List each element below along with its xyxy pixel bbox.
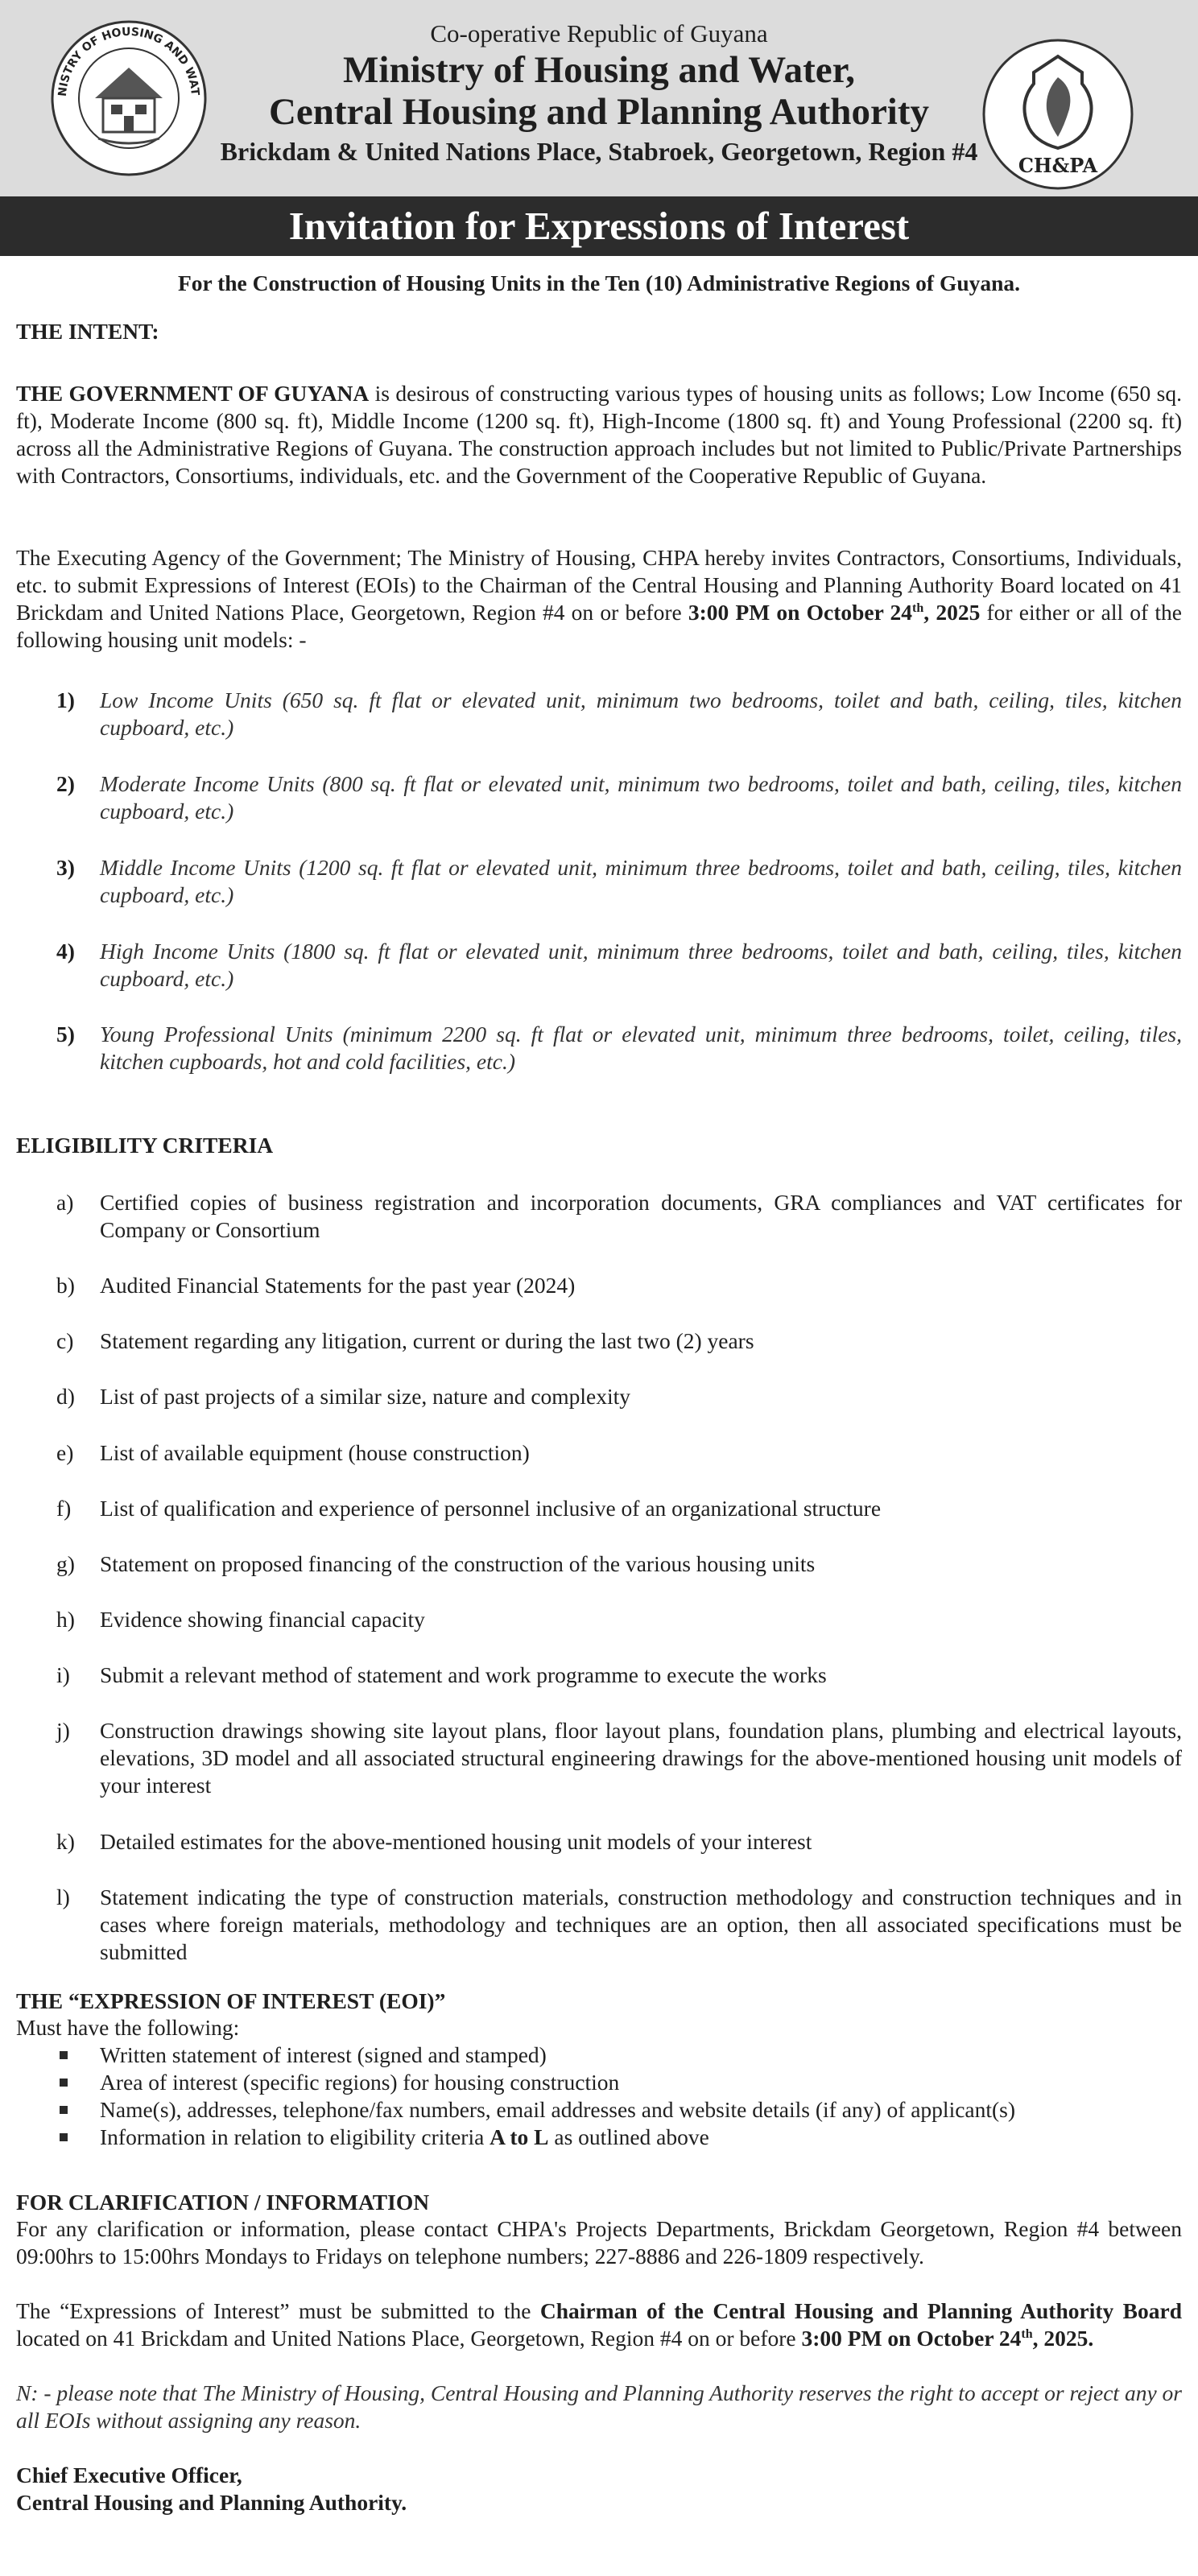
intent-deadline-sup: th xyxy=(912,601,924,615)
submission-deadline-sup: th xyxy=(1021,2326,1033,2341)
intent-deadline-year: , 2025 xyxy=(923,600,981,625)
list-item-text: Construction drawings showing site layout plans, floor layout plans, foundation plans, plumbing and electrical layouts, elevations, 3D model and all associated structural engineering drawings for the above-mentioned housing unit models of your interest xyxy=(100,1718,1182,1798)
list-item xyxy=(16,1717,1182,1799)
list-item-text: Detailed estimates for the above-mentioned housing unit models of your interest xyxy=(100,1829,812,1854)
list-item-label: k) xyxy=(56,1829,75,1854)
list-item-number: 1) xyxy=(56,687,75,712)
list-item xyxy=(16,1439,1182,1467)
header-address: Brickdam & United Nations Place, Stabroek, Georgetown, Region #4 xyxy=(220,137,978,166)
list-item xyxy=(16,1495,1182,1522)
eligibility-heading: ELIGIBILITY CRITERIA xyxy=(16,1133,274,1158)
header-authority: Central Housing and Planning Authority xyxy=(268,91,930,133)
svg-text:MINISTRY OF HOUSING AND WATER: NISTRY OF HOUSING AND WAT xyxy=(56,25,202,97)
list-item xyxy=(32,2096,1159,2124)
submission-deadline-year: , 2025. xyxy=(1032,2326,1094,2351)
list-item-text: Area of interest (specific regions) for housing construction xyxy=(100,2070,620,2095)
bullet-square-icon xyxy=(60,2133,68,2141)
list-item xyxy=(16,1606,1182,1633)
bullet-square-icon xyxy=(60,2106,68,2114)
list-item-label: l) xyxy=(56,1885,70,1909)
intent-deadline-date: 3:00 PM on October 24 xyxy=(688,600,913,625)
clarification-text: For any clarification or information, please contact CHPA's Projects Departments, Brickdam Georgetown, Region #4 between 09:00hrs to 15:00hrs Mondays to Fridays on telephone numbers; 227-8886 and 226-1809 respectively. xyxy=(16,2216,1182,2268)
header-band xyxy=(0,0,1198,196)
last-bullet-text: Information in relation to eligibility criteria xyxy=(100,2124,490,2149)
list-item xyxy=(16,687,1182,741)
title-bar xyxy=(0,196,1198,256)
submission-text: The “Expressions of Interest” must be submitted to the xyxy=(16,2298,540,2323)
list-item xyxy=(16,1383,1182,1410)
intent-paragraph-1 xyxy=(16,380,1182,489)
submission-paragraph xyxy=(16,2297,1182,2352)
list-item-text xyxy=(100,2124,1159,2151)
list-item-text: Submit a relevant method of statement and work programme to execute the works xyxy=(100,1662,827,1687)
intent-heading: THE INTENT: xyxy=(16,319,159,344)
list-item-label: j) xyxy=(56,1718,70,1743)
intent-p2-tail: for either or all of the following housing unit models: - xyxy=(16,600,1182,652)
bullet-square-icon xyxy=(60,2079,68,2087)
list-item-text: Name(s), addresses, telephone/fax numbers, email addresses and website details (if any) of applicant(s) xyxy=(100,2097,1016,2122)
list-item-label: f) xyxy=(56,1496,72,1521)
subtitle: For the Construction of Housing Units in the Ten (10) Administrative Regions of Guyana. xyxy=(177,270,1021,295)
list-item-text: Statement indicating the type of construction materials, construction methodology and construction techniques and in cases where foreign materials, methodology and techniques are an option, then all associated specifications must be submitted xyxy=(100,1885,1182,1964)
list-item-text: List of available equipment (house construction) xyxy=(100,1440,530,1465)
list-item xyxy=(16,1327,1182,1355)
list-item xyxy=(16,1828,1182,1856)
list-item xyxy=(16,854,1182,909)
list-item-text: List of past projects of a similar size, nature and complexity xyxy=(100,1384,631,1409)
list-item-label: h) xyxy=(56,1607,75,1632)
government-name: THE GOVERNMENT OF GUYANA xyxy=(16,381,370,406)
submission-recipient: Chairman of the Central Housing and Planning Authority Board xyxy=(539,2298,1183,2323)
list-item-text: Young Professional Units (minimum 2200 sq. ft flat or elevated unit, minimum three bedrooms, toilet, ceiling, tiles, kitchen cupboards, hot and cold facilities, etc.) xyxy=(100,1022,1182,1074)
list-item-label: a) xyxy=(56,1190,74,1215)
list-item xyxy=(16,1884,1182,1966)
list-item xyxy=(32,2069,1159,2096)
submission-deadline-date: 3:00 PM on October 24 xyxy=(801,2326,1022,2351)
list-item xyxy=(32,2124,1159,2151)
intent-paragraph-2 xyxy=(16,544,1182,654)
last-bullet-tail: as outlined above xyxy=(548,2124,709,2149)
list-item-label: d) xyxy=(56,1384,75,1409)
list-item-text: Statement regarding any litigation, current or during the last two (2) years xyxy=(100,1328,754,1353)
list-item xyxy=(16,1550,1182,1578)
list-item-label: g) xyxy=(56,1551,75,1576)
clarification-heading: FOR CLARIFICATION / INFORMATION xyxy=(16,2190,430,2215)
list-item-number: 3) xyxy=(56,855,75,880)
list-item xyxy=(16,770,1182,825)
list-item-text: Certified copies of business registration and incorporation documents, GRA compliances and VAT certificates for Company or Consortium xyxy=(100,1190,1182,1242)
eoi-heading: THE “EXPRESSION OF INTEREST (EOI)” xyxy=(16,1988,446,2013)
list-item-number: 4) xyxy=(56,939,75,964)
signature-organization: Central Housing and Planning Authority. xyxy=(16,2490,407,2515)
submission-location: located on 41 Brickdam and United Nations Place, Georgetown, Region #4 on or before xyxy=(16,2326,802,2351)
list-item-text: List of qualification and experience of personnel inclusive of an organizational structure xyxy=(100,1496,882,1521)
list-item-text: Audited Financial Statements for the past year (2024) xyxy=(100,1273,576,1298)
list-item-number: 2) xyxy=(56,771,75,796)
intent-p1-text: is desirous of constructing various types of housing units as follows; Low Income (650 sq. ft), Moderate Income (800 sq. ft), Middle Income (1200 sq. ft), High-Income (1800 sq. ft) and Young Professional (2200 sq. ft) across all the Administrative Regions of Guyana. The construction approach includes but not limited to Public/Private Partnerships with Contractors, Consortiums, individuals, etc. and the Government of the Cooperative Republic of Guyana. xyxy=(16,381,1182,488)
list-item-text: Moderate Income Units (800 sq. ft flat or elevated unit, minimum two bedrooms, toilet and bath, ceiling, tiles, kitchen cupboard, etc.) xyxy=(100,771,1182,824)
signature-title: Chief Executive Officer, xyxy=(16,2462,242,2487)
list-item-label: e) xyxy=(56,1440,74,1465)
list-item xyxy=(16,1272,1182,1299)
submission-deadline xyxy=(802,2326,1094,2351)
page-title: Invitation for Expressions of Interest xyxy=(288,204,910,248)
list-item-label: c) xyxy=(56,1328,74,1353)
list-item xyxy=(32,2041,1159,2069)
list-item-text: Statement on proposed financing of the construction of the various housing units xyxy=(100,1551,816,1576)
eoi-intro: Must have the following: xyxy=(16,2015,240,2040)
list-item-label: i) xyxy=(56,1662,70,1687)
header-ministry: Ministry of Housing and Water, xyxy=(343,49,855,91)
list-item-text: High Income Units (1800 sq. ft flat or elevated unit, minimum three bedrooms, toilet and bath, ceiling, tiles, kitchen cupboard, etc.) xyxy=(100,939,1182,991)
list-item xyxy=(16,938,1182,993)
svg-text:CH&PA: CH&PA xyxy=(1018,154,1098,177)
list-item-text: Low Income Units (650 sq. ft flat or elevated unit, minimum two bedrooms, toilet and bath, ceiling, tiles, kitchen cupboard, etc.) xyxy=(100,687,1182,740)
bullet-square-icon xyxy=(60,2051,68,2059)
list-item-text: Middle Income Units (1200 sq. ft flat or elevated unit, minimum three bedrooms, toilet and bath, ceiling, tiles, kitchen cupboard, etc.) xyxy=(100,855,1182,907)
list-item-number: 5) xyxy=(56,1022,75,1046)
list-item-label: b) xyxy=(56,1273,75,1298)
note-text: N: - please note that The Ministry of Housing, Central Housing and Planning Authority reserves the right to accept or reject any or all EOIs without assigning any reason. xyxy=(16,2380,1182,2433)
intent-p2-text: The Executing Agency of the Government; The Ministry of Housing, CHPA hereby invites Contractors, Consortiums, Individuals, etc. to submit Expressions of Interest (EOIs) to the Chairman of the Central Housing and Planning Authority Board located on 41 Brickdam and United Nations Place, Georgetown, Region #4 on or before xyxy=(16,545,1182,625)
list-item xyxy=(16,1189,1182,1244)
list-item-text: Written statement of interest (signed and stamped) xyxy=(100,2042,547,2067)
list-item xyxy=(16,1662,1182,1689)
list-item xyxy=(16,1021,1182,1075)
intent-deadline xyxy=(688,600,980,625)
chpa-logo xyxy=(979,35,1137,193)
header-country: Co-operative Republic of Guyana xyxy=(430,19,768,47)
list-item-text: Evidence showing financial capacity xyxy=(100,1607,425,1632)
criteria-range: A to L xyxy=(490,2124,549,2149)
